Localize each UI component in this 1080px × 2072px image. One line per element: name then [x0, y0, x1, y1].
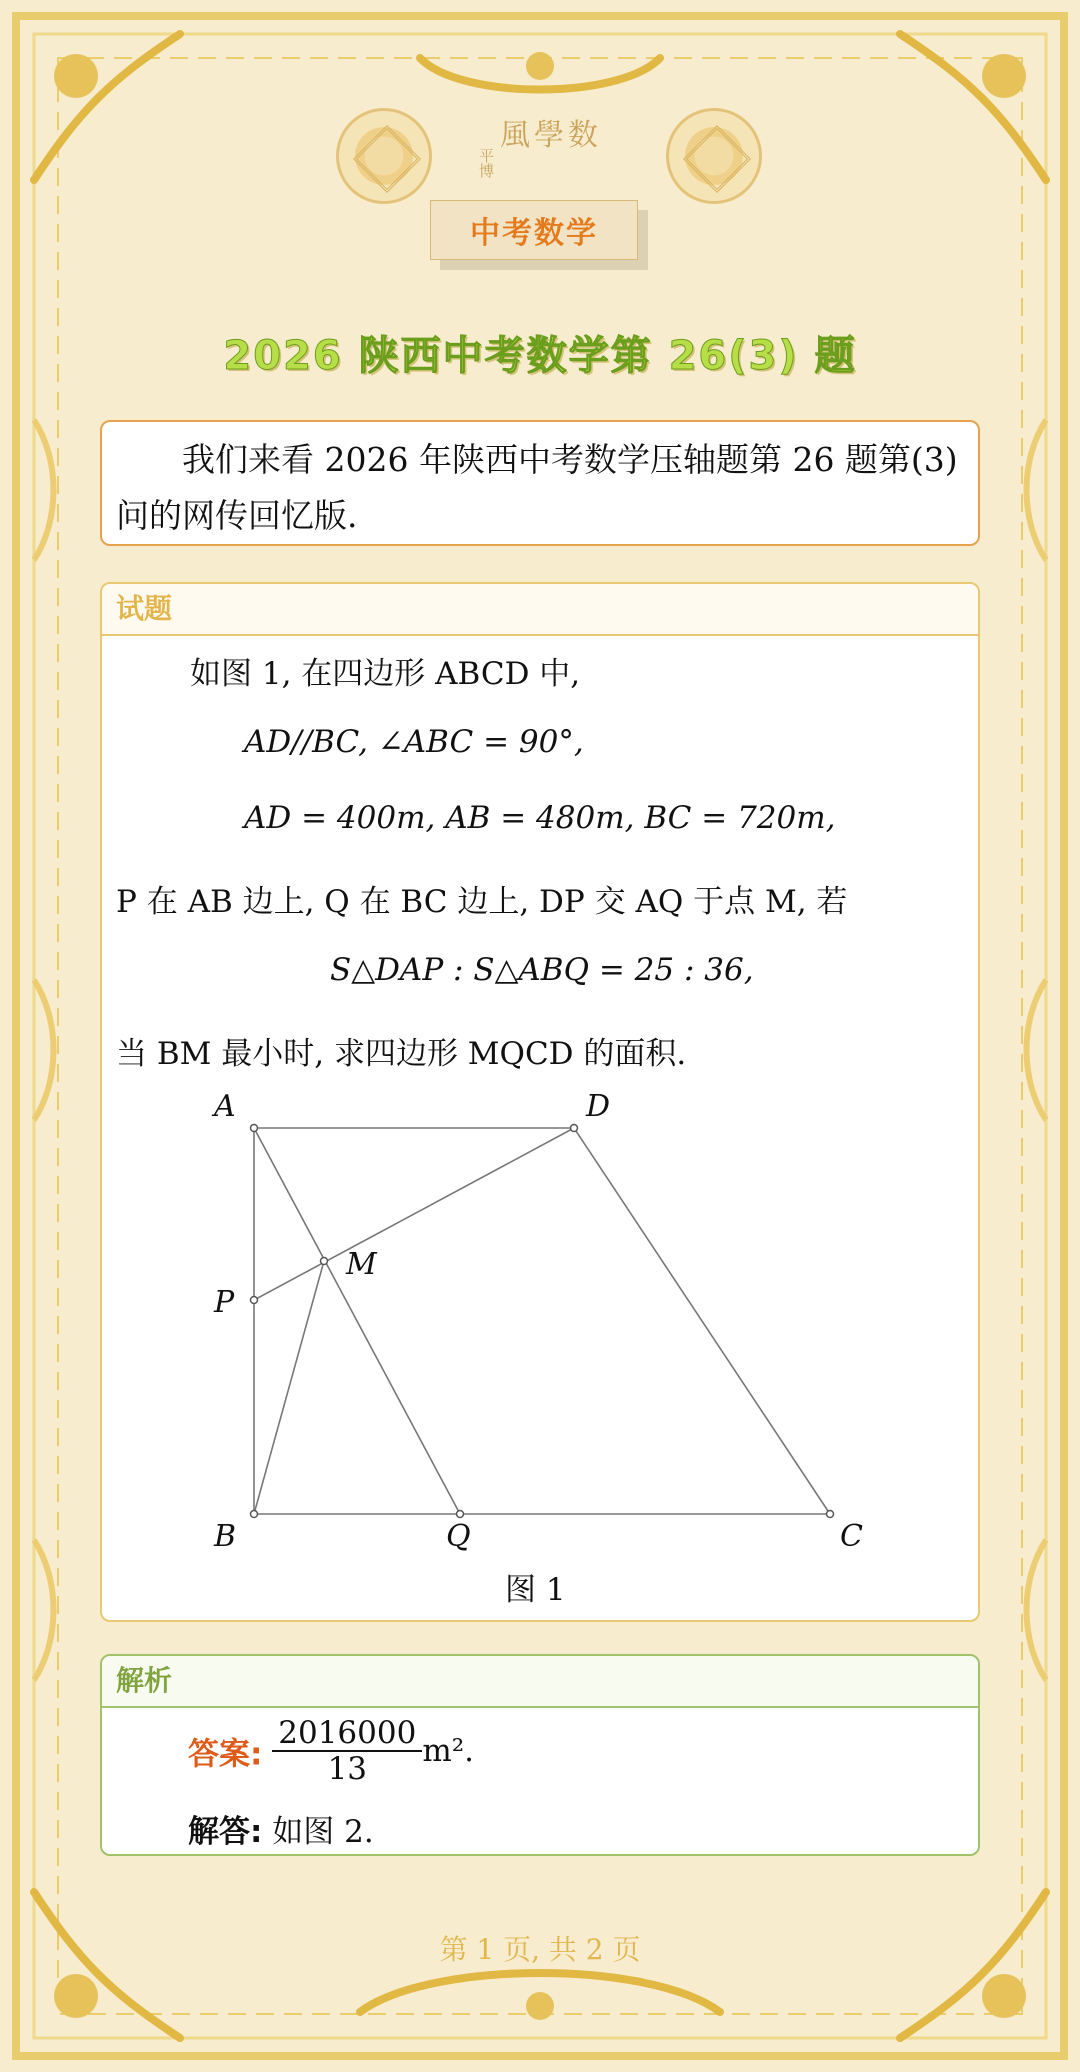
- label-P: P: [214, 1285, 235, 1320]
- answer-end: .: [464, 1733, 475, 1770]
- brand-name: 風學数: [500, 118, 602, 153]
- category-tag: 中考数学: [430, 200, 638, 260]
- problem-header: 试题: [102, 584, 978, 636]
- brand-small-mark: 平博: [477, 148, 495, 178]
- problem-line-1: 如图 1, 在四边形 ABCD 中,: [190, 656, 581, 692]
- page-title: 2026 陕西中考数学第 26(3) 题: [223, 333, 857, 379]
- geometry-figure: [102, 1074, 980, 1594]
- answer-fraction: [272, 1716, 422, 1786]
- label-M: M: [346, 1247, 377, 1282]
- problem-line-4: P 在 AB 边上, Q 在 BC 边上, DP 交 AQ 于点 M, 若: [116, 884, 848, 920]
- solution-header: 解析: [102, 1656, 978, 1708]
- ratio-right-term: : S△ABQ = 25 : 36,: [443, 952, 754, 988]
- intro-box: [100, 420, 980, 546]
- intro-text: 我们来看 2026 年陕西中考数学压轴题第 26 题第(3) 问的网传回忆版.: [116, 440, 958, 535]
- figure-caption: 图 1: [505, 1572, 566, 1608]
- answer-numerator: 2016000: [272, 1716, 422, 1752]
- point-Q: [457, 1511, 464, 1518]
- problem-line-3: [244, 800, 836, 836]
- problem-box: [100, 582, 980, 1622]
- vertex-A: [251, 1125, 258, 1132]
- point-M: [321, 1258, 328, 1265]
- label-C: C: [840, 1519, 863, 1554]
- vertex-D: [571, 1125, 578, 1132]
- answer-denominator: 13: [327, 1751, 368, 1788]
- solution-label: 解答:: [188, 1814, 263, 1850]
- right-seal-emblem: [666, 108, 762, 204]
- answer-row: [188, 1716, 474, 1786]
- problem-ratio-line: [330, 952, 754, 988]
- problem-line-2-text: AD//BC, ∠ABC = 90°,: [244, 724, 584, 760]
- label-D: D: [586, 1089, 611, 1124]
- page-footer: 第 1 页, 共 2 页: [439, 1933, 641, 1966]
- point-P: [251, 1297, 258, 1304]
- left-seal-emblem: [336, 108, 432, 204]
- ratio-left-term: S△DAP: [330, 952, 444, 988]
- solution-text: 如图 2.: [272, 1814, 374, 1850]
- answer-unit: m²: [422, 1733, 465, 1770]
- vertex-B: [251, 1511, 258, 1518]
- solution-row: [188, 1806, 374, 1851]
- label-Q: Q: [446, 1519, 471, 1554]
- label-A: A: [214, 1089, 236, 1124]
- solution-box: [100, 1654, 980, 1856]
- label-B: B: [214, 1519, 237, 1554]
- problem-line-6: 当 BM 最小时, 求四边形 MQCD 的面积.: [116, 1036, 687, 1072]
- answer-label: 答案:: [188, 1736, 263, 1773]
- problem-line-3-text: AD = 400m, AB = 480m, BC = 720m,: [244, 800, 836, 836]
- problem-line-2: [244, 724, 584, 760]
- vertex-C: [827, 1511, 834, 1518]
